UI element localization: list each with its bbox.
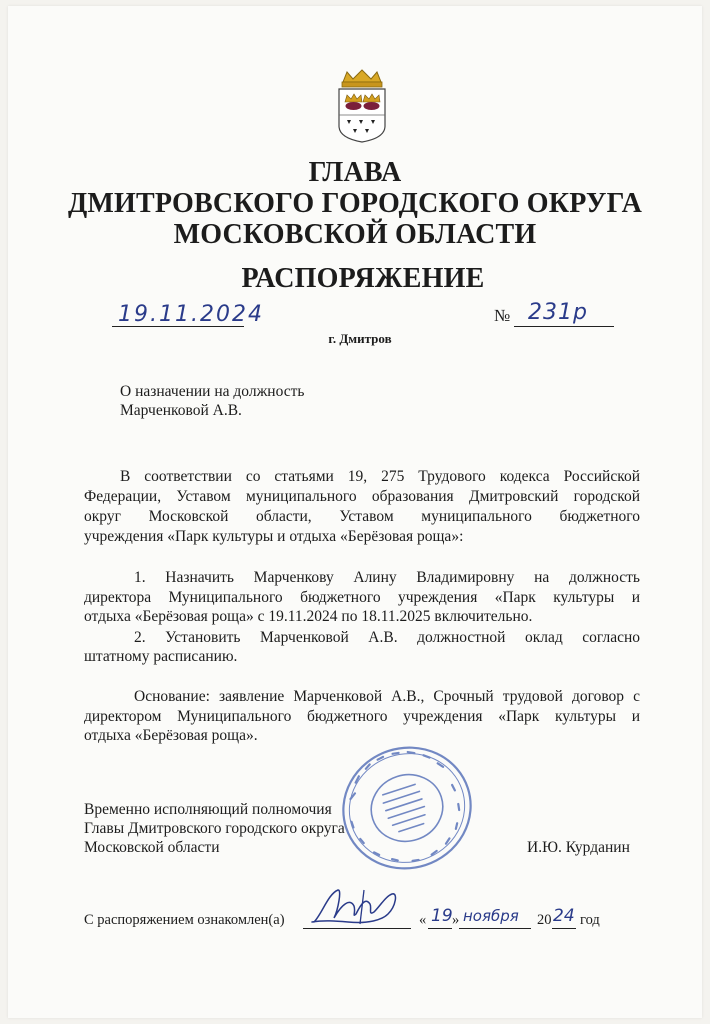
date-close-quote: » bbox=[452, 912, 460, 928]
official-stamp bbox=[336, 742, 478, 874]
preamble-line1: В соответствии со статьями 19, 275 Трудового кодекса Российской bbox=[120, 468, 640, 485]
document-type-heading: РАСПОРЯЖЕНИЕ bbox=[241, 263, 485, 294]
coat-of-arms-emblem bbox=[333, 68, 391, 144]
ack-year-handwritten: 24 bbox=[553, 906, 575, 926]
date-handwritten: 19.11.2024 bbox=[118, 302, 264, 327]
date-underline bbox=[112, 326, 244, 327]
signatory-title-line1: Временно исполняющий полномочия bbox=[84, 801, 332, 818]
acknowledgement-label: С распоряжением ознакомлен(а) bbox=[84, 912, 285, 928]
number-underline bbox=[514, 326, 614, 327]
number-sign: № bbox=[494, 306, 511, 325]
basis-line1: Основание: заявление Марченковой А.В., Срочный трудовой договор с bbox=[134, 688, 640, 705]
ack-year-suffix: год bbox=[580, 912, 600, 928]
date-open-quote: « bbox=[419, 912, 427, 928]
ack-year-underline bbox=[552, 928, 576, 929]
signatory-name: И.Ю. Курданин bbox=[527, 839, 630, 856]
subject-line2: Марченковой А.В. bbox=[120, 402, 242, 419]
item1-line1: 1. Назначить Марченкову Алину Владимировну на должность bbox=[134, 569, 640, 586]
header-title-line1: ГЛАВА bbox=[308, 157, 402, 188]
ack-day-underline bbox=[428, 928, 452, 929]
ack-month-handwritten: ноября bbox=[463, 907, 519, 925]
city-label: г. Дмитров bbox=[328, 331, 392, 346]
item2-line2: штатному расписанию. bbox=[84, 648, 238, 665]
signatory-title-line3: Московской области bbox=[84, 839, 220, 856]
ack-month-underline bbox=[459, 928, 531, 929]
item1-line2: директора Муниципального бюджетного учреждения «Парк культуры и bbox=[84, 589, 640, 606]
handwritten-signature bbox=[308, 884, 412, 930]
signatory-title-line2: Главы Дмитровского городского округа bbox=[84, 820, 345, 837]
header-title-line3: МОСКОВСКОЙ ОБЛАСТИ bbox=[173, 219, 537, 250]
preamble-line2: Федерации, Уставом муниципального образования Дмитровский городской bbox=[84, 488, 640, 505]
preamble-line3: округ Московской области, Уставом муниципального бюджетного bbox=[84, 508, 640, 525]
basis-line2: директором Муниципального бюджетного учреждения «Парк культуры и bbox=[84, 708, 640, 725]
subject-line1: О назначении на должность bbox=[120, 383, 305, 400]
ack-day-handwritten: 19 bbox=[431, 906, 453, 926]
basis-line3: отдыха «Берёзовая роща». bbox=[84, 727, 258, 744]
header-title-line2: ДМИТРОВСКОГО ГОРОДСКОГО ОКРУГА bbox=[67, 188, 643, 219]
item1-line3: отдыха «Берёзовая роща» с 19.11.2024 по 18.11.2025 включительно. bbox=[84, 608, 533, 625]
number-handwritten: 231р bbox=[528, 300, 588, 325]
item2-line1: 2. Установить Марченковой А.В. должностной оклад согласно bbox=[134, 629, 640, 646]
ack-year-prefix: 20 bbox=[537, 912, 552, 928]
preamble-line4: учреждения «Парк культуры и отдыха «Берёзовая роща»: bbox=[84, 528, 464, 545]
